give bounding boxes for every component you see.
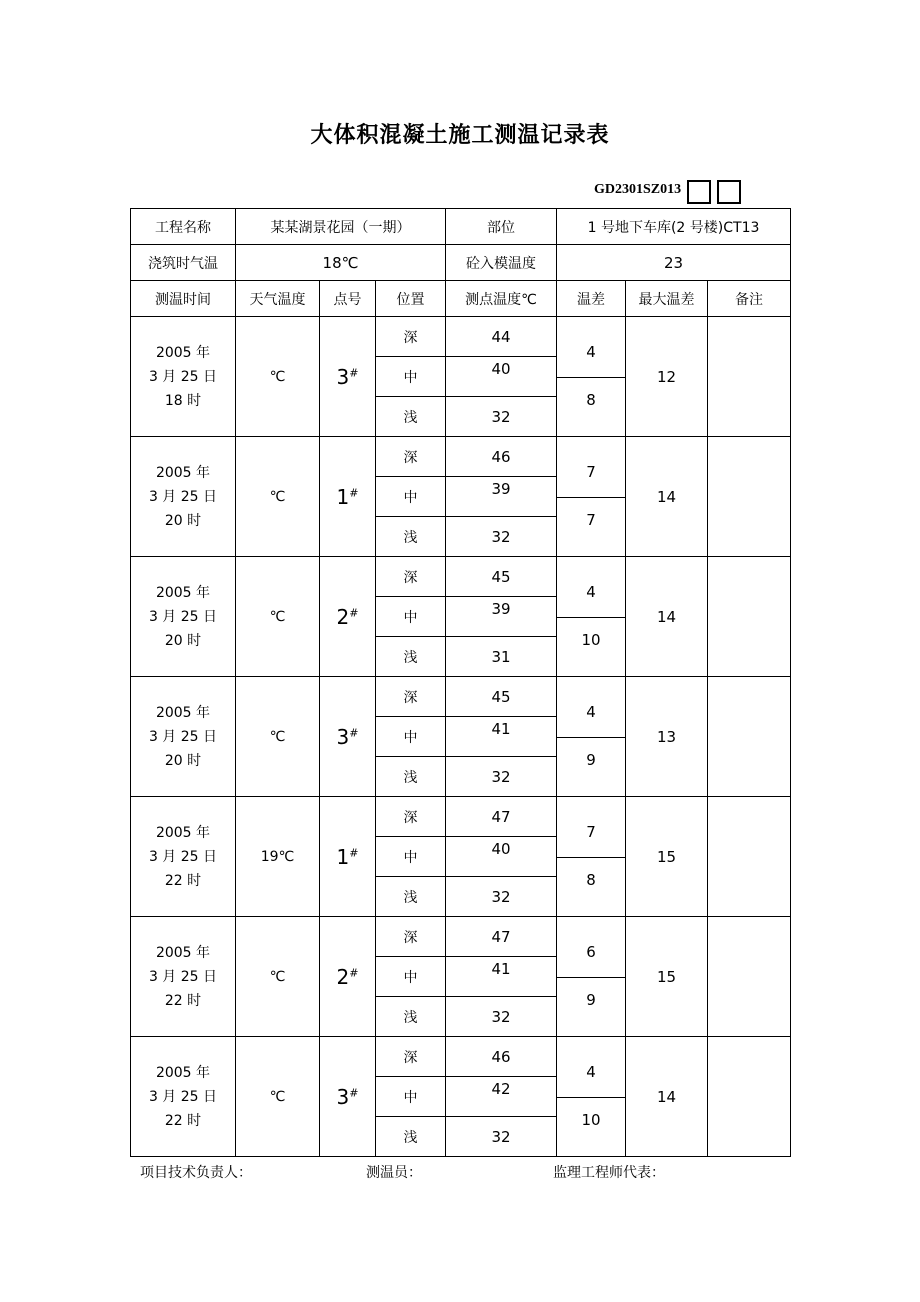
position-mid: 中 (376, 597, 446, 637)
temp-diff-upper: 4 (586, 343, 596, 361)
weather-temp-cell: 19℃ (236, 797, 320, 917)
diff-divider (557, 1097, 625, 1098)
weather-temp-cell: ℃ (236, 557, 320, 677)
measure-time-cell (131, 1037, 236, 1157)
measure-time-cell (131, 437, 236, 557)
position-deep: 深 (376, 677, 446, 717)
point-suffix: # (349, 605, 359, 619)
temp-mid-value: 40 (491, 359, 511, 378)
note-cell (708, 917, 791, 1037)
point-suffix: # (349, 725, 359, 739)
air-temp-value: 18℃ (236, 245, 446, 281)
point-number-cell (320, 317, 376, 437)
temp-deep: 47 (446, 797, 557, 837)
measure-date: 3 月 25 日 (148, 848, 218, 865)
position-mid: 中 (376, 957, 446, 997)
air-temp-label: 浇筑时气温 (131, 245, 236, 281)
point-number-cell (320, 917, 376, 1037)
measure-year: 2005 年 (155, 584, 211, 601)
measure-date: 3 月 25 日 (148, 1088, 218, 1105)
measure-hour: 22 时 (164, 872, 202, 889)
temp-shallow: 32 (446, 517, 557, 557)
diff-divider (557, 737, 625, 738)
point-number-cell (320, 1037, 376, 1157)
measure-hour: 22 时 (164, 992, 202, 1009)
position-deep: 深 (376, 1037, 446, 1077)
point-number: 3 (336, 724, 350, 749)
col-header-weather: 天气温度 (236, 281, 320, 317)
temp-shallow: 32 (446, 997, 557, 1037)
weather-temp-cell: ℃ (236, 1037, 320, 1157)
position-mid: 中 (376, 357, 446, 397)
temp-mid (446, 837, 557, 877)
temp-diff-lower: 7 (586, 511, 596, 529)
point-number: 1 (336, 484, 350, 509)
col-header-time: 测温时间 (131, 281, 236, 317)
temp-diff-lower: 10 (581, 631, 601, 649)
temp-diff-upper: 7 (586, 463, 596, 481)
temp-shallow: 32 (446, 877, 557, 917)
temp-diff-lower: 9 (586, 751, 596, 769)
temp-mid-value: 41 (491, 959, 511, 978)
temp-diff-upper: 4 (586, 703, 596, 721)
point-number-cell (320, 797, 376, 917)
temp-diff-cell (557, 557, 626, 677)
point-suffix: # (349, 965, 359, 979)
position-deep: 深 (376, 797, 446, 837)
weather-temp-cell: ℃ (236, 317, 320, 437)
max-diff-cell: 12 (626, 317, 708, 437)
position-mid: 中 (376, 837, 446, 877)
point-number-cell (320, 677, 376, 797)
measurer-label: 测温员： (366, 1165, 422, 1181)
note-cell (708, 1037, 791, 1157)
max-diff-cell: 14 (626, 557, 708, 677)
measure-hour: 20 时 (164, 632, 202, 649)
measure-time-cell (131, 557, 236, 677)
temp-shallow: 32 (446, 397, 557, 437)
table-row (131, 437, 791, 477)
max-diff-cell: 15 (626, 917, 708, 1037)
point-suffix: # (349, 365, 359, 379)
temp-mid-value: 42 (491, 1079, 511, 1098)
column-header-row (131, 281, 791, 317)
position-mid: 中 (376, 477, 446, 517)
col-header-note: 备注 (708, 281, 791, 317)
note-cell (708, 797, 791, 917)
measure-year: 2005 年 (155, 704, 211, 721)
temp-diff-lower: 10 (581, 1111, 601, 1129)
measure-year: 2005 年 (155, 1064, 211, 1081)
table-row (131, 677, 791, 717)
point-number-cell (320, 437, 376, 557)
note-cell (708, 557, 791, 677)
position-deep: 深 (376, 317, 446, 357)
mold-temp-label: 砼入模温度 (446, 245, 557, 281)
diff-divider (557, 857, 625, 858)
measure-time-cell (131, 917, 236, 1037)
temp-mid (446, 1077, 557, 1117)
col-header-max-diff: 最大温差 (626, 281, 708, 317)
temp-shallow: 32 (446, 757, 557, 797)
table-row (131, 317, 791, 357)
project-value: 某某湖景花园（一期） (236, 209, 446, 245)
note-cell (708, 677, 791, 797)
point-number: 1 (336, 844, 350, 869)
measure-hour: 22 时 (164, 1112, 202, 1129)
temp-diff-cell (557, 797, 626, 917)
point-number: 3 (336, 364, 350, 389)
weather-temp-cell: ℃ (236, 437, 320, 557)
position-shallow: 浅 (376, 517, 446, 557)
measure-year: 2005 年 (155, 464, 211, 481)
measure-time-cell (131, 797, 236, 917)
measure-date: 3 月 25 日 (148, 728, 218, 745)
position-shallow: 浅 (376, 997, 446, 1037)
temp-mid (446, 477, 557, 517)
measure-date: 3 月 25 日 (148, 608, 218, 625)
measure-year: 2005 年 (155, 824, 211, 841)
temp-diff-lower: 8 (586, 871, 596, 889)
temp-mid-value: 39 (491, 599, 511, 618)
col-header-position: 位置 (376, 281, 446, 317)
header-row-project (131, 209, 791, 245)
temperature-record-table (130, 208, 791, 1157)
temp-mid-value: 40 (491, 839, 511, 858)
temp-shallow: 31 (446, 637, 557, 677)
col-header-point-temp: 测点温度℃ (446, 281, 557, 317)
temp-diff-upper: 4 (586, 1063, 596, 1081)
temp-diff-cell (557, 317, 626, 437)
max-diff-cell: 15 (626, 797, 708, 917)
page-title: 大体积混凝土施工测温记录表 (310, 123, 610, 148)
temp-deep: 46 (446, 437, 557, 477)
measure-time-cell (131, 317, 236, 437)
supervisor-label: 监理工程师代表： (553, 1165, 665, 1181)
temp-diff-cell (557, 917, 626, 1037)
position-shallow: 浅 (376, 397, 446, 437)
max-diff-cell: 14 (626, 437, 708, 557)
measure-date: 3 月 25 日 (148, 368, 218, 385)
position-deep: 深 (376, 557, 446, 597)
header-row-temps (131, 245, 791, 281)
measure-year: 2005 年 (155, 944, 211, 961)
weather-temp-cell: ℃ (236, 677, 320, 797)
point-number-cell (320, 557, 376, 677)
position-deep: 深 (376, 437, 446, 477)
location-label: 部位 (446, 209, 557, 245)
temp-mid (446, 717, 557, 757)
diff-divider (557, 377, 625, 378)
note-cell (708, 437, 791, 557)
measure-year: 2005 年 (155, 344, 211, 361)
max-diff-cell: 14 (626, 1037, 708, 1157)
table-row (131, 797, 791, 837)
checkbox-box-icon (717, 180, 741, 204)
temp-diff-upper: 7 (586, 823, 596, 841)
position-mid: 中 (376, 1077, 446, 1117)
temp-diff-cell (557, 677, 626, 797)
table-row (131, 557, 791, 597)
mold-temp-value: 23 (557, 245, 791, 281)
temp-deep: 46 (446, 1037, 557, 1077)
tech-lead-label: 项目技术负责人： (140, 1165, 252, 1181)
point-suffix: # (349, 1085, 359, 1099)
temp-mid-value: 41 (491, 719, 511, 738)
table-row (131, 917, 791, 957)
form-code-text: GD2301SZ013 (594, 182, 682, 197)
max-diff-cell: 13 (626, 677, 708, 797)
temp-deep: 44 (446, 317, 557, 357)
form-code (594, 170, 747, 204)
point-suffix: # (349, 845, 359, 859)
position-mid: 中 (376, 717, 446, 757)
temp-mid (446, 357, 557, 397)
table-row (131, 1037, 791, 1077)
diff-divider (557, 497, 625, 498)
temp-deep: 47 (446, 917, 557, 957)
temp-diff-cell (557, 1037, 626, 1157)
col-header-diff: 温差 (557, 281, 626, 317)
measure-hour: 20 时 (164, 752, 202, 769)
note-cell (708, 317, 791, 437)
temp-diff-cell (557, 437, 626, 557)
temp-diff-upper: 6 (586, 943, 596, 961)
temp-deep: 45 (446, 557, 557, 597)
temp-diff-lower: 9 (586, 991, 596, 1009)
temp-diff-upper: 4 (586, 583, 596, 601)
position-shallow: 浅 (376, 757, 446, 797)
point-number: 2 (336, 604, 350, 629)
temp-diff-lower: 8 (586, 391, 596, 409)
temp-mid (446, 957, 557, 997)
temp-mid-value: 39 (491, 479, 511, 498)
position-shallow: 浅 (376, 877, 446, 917)
point-number: 3 (336, 1084, 350, 1109)
measure-time-cell (131, 677, 236, 797)
location-value: 1 号地下车库(2 号楼)CT13 (557, 209, 791, 245)
col-header-point: 点号 (320, 281, 376, 317)
position-deep: 深 (376, 917, 446, 957)
position-shallow: 浅 (376, 1117, 446, 1157)
diff-divider (557, 977, 625, 978)
measure-date: 3 月 25 日 (148, 488, 218, 505)
project-label: 工程名称 (131, 209, 236, 245)
temp-deep: 45 (446, 677, 557, 717)
point-number: 2 (336, 964, 350, 989)
measure-hour: 18 时 (164, 392, 202, 409)
position-shallow: 浅 (376, 637, 446, 677)
temp-shallow: 32 (446, 1117, 557, 1157)
measure-hour: 20 时 (164, 512, 202, 529)
diff-divider (557, 617, 625, 618)
weather-temp-cell: ℃ (236, 917, 320, 1037)
measure-date: 3 月 25 日 (148, 968, 218, 985)
checkbox-box-icon (687, 180, 711, 204)
point-suffix: # (349, 485, 359, 499)
temp-mid (446, 597, 557, 637)
